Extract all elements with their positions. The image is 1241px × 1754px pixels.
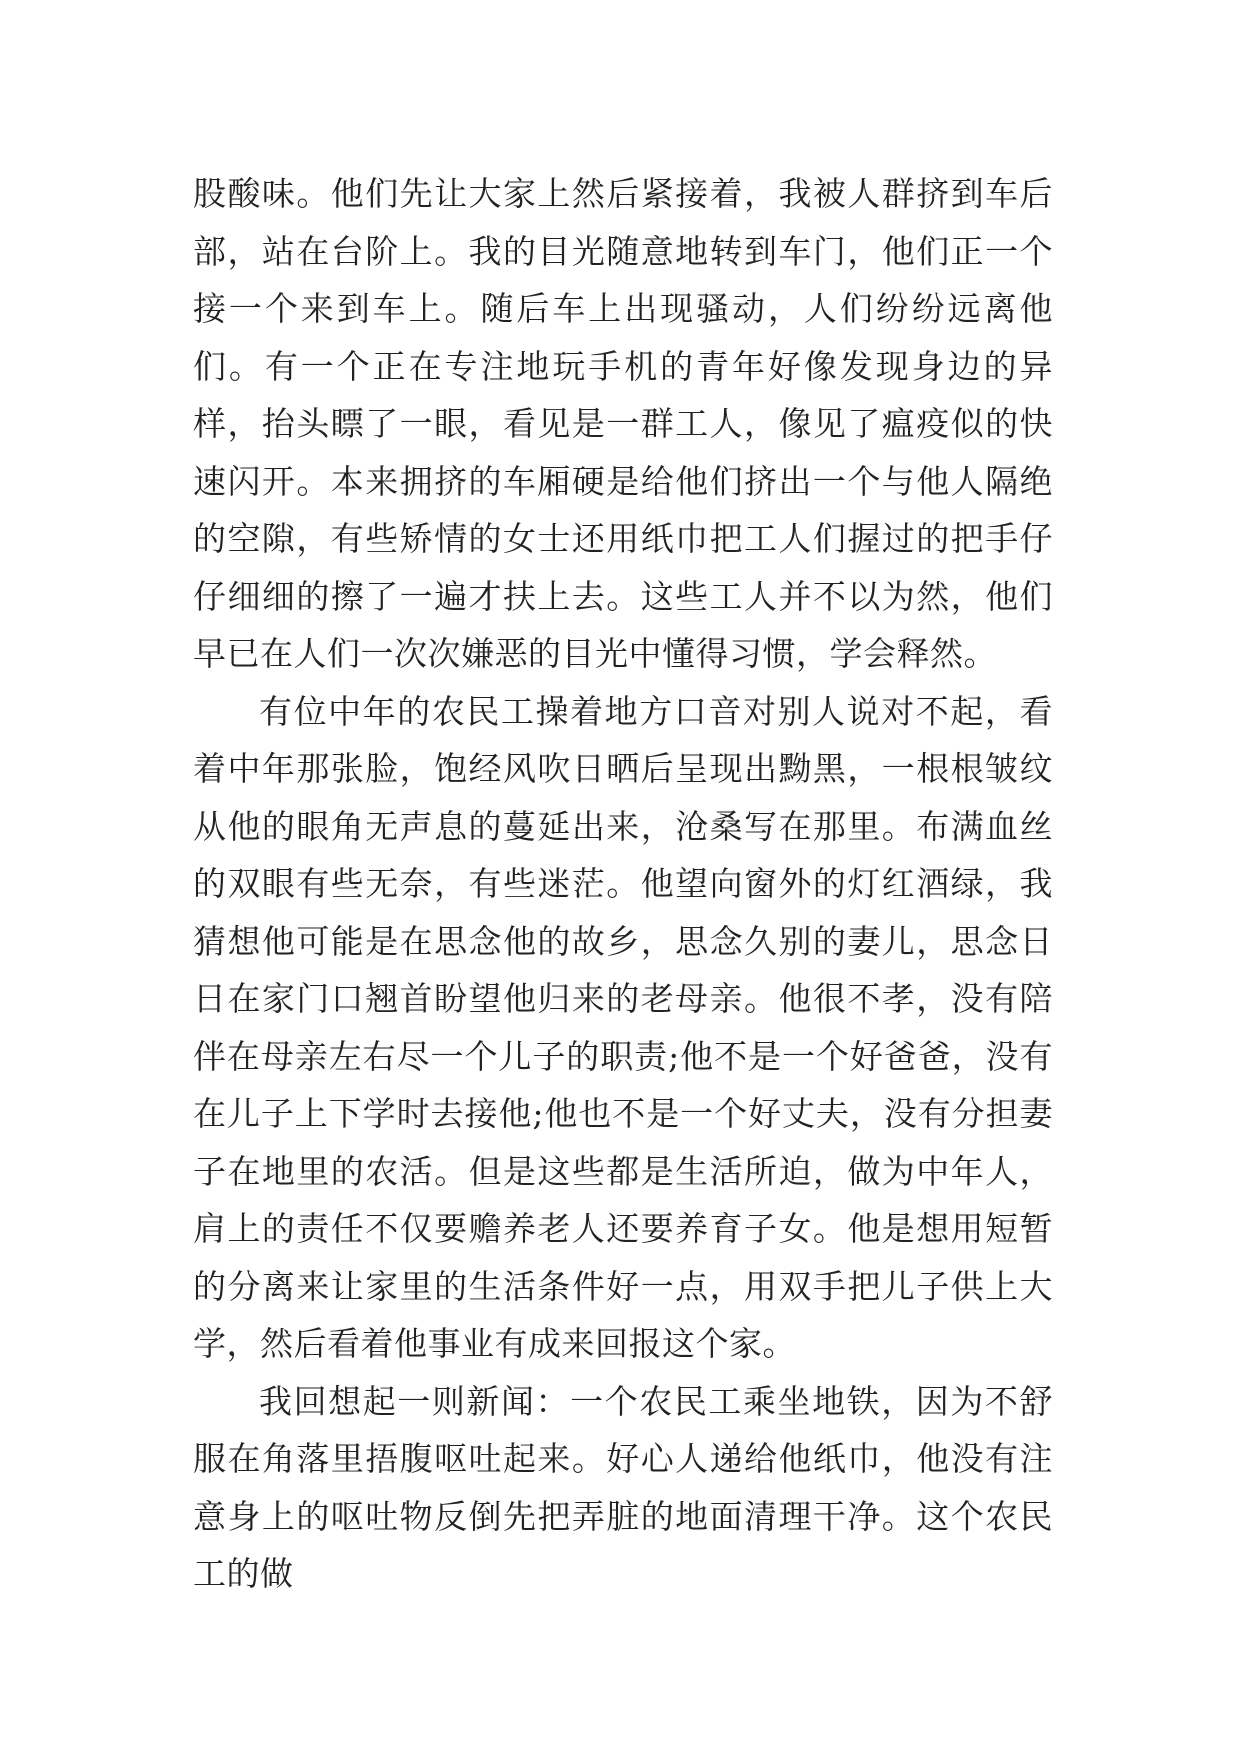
body-text <box>193 165 1053 1603</box>
paragraph-1: 股酸味。他们先让大家上然后紧接着，我被人群挤到车后部，站在台阶上。我的目光随意地转到车门，他们正一个接一个来到车上。随后车上出现骚动，人们纷纷远离他们。有一个正在专注地玩手机的青年好像发现身边的异样，抬头瞟了一眼，看见是一群工人，像见了瘟疫似的快速闪开。本来拥挤的车厢硬是给他们挤出一个与他人隔绝的空隙，有些矫情的女士还用纸巾把工人们握过的把手仔仔细细的擦了一遍才扶上去。这些工人并不以为然，他们早已在人们一次次嫌恶的目光中懂得习惯，学会释然。 <box>193 174 1053 673</box>
paragraph-2: 有位中年的农民工操着地方口音对别人说对不起，看着中年那张脸，饱经风吹日晒后呈现出黝黑，一根根皱纹从他的眼角无声息的蔓延出来，沧桑写在那里。布满血丝的双眼有些无奈，有些迷茫。他望向窗外的灯红酒绿，我猜想他可能是在思念他的故乡，思念久别的妻儿，思念日日在家门口翘首盼望他归来的老母亲。他很不孝，没有陪伴在母亲左右尽一个儿子的职责;他不是一个好爸爸，没有在儿子上下学时去接他;他也不是一个好丈夫，没有分担妻子在地里的农活。但是这些都是生活所迫，做为中年人，肩上的责任不仅要赡养老人还要养育子女。他是想用短暂的分离来让家里的生活条件好一点，用双手把儿子供上大学，然后看着他事业有成来回报这个家。 <box>193 691 1053 1363</box>
paragraph-3: 我回想起一则新闻：一个农民工乘坐地铁，因为不舒服在角落里捂腹呕吐起来。好心人递给他纸巾，他没有注意身上的呕吐物反倒先把弄脏的地面清理干净。这个农民工的做 <box>193 1381 1053 1593</box>
